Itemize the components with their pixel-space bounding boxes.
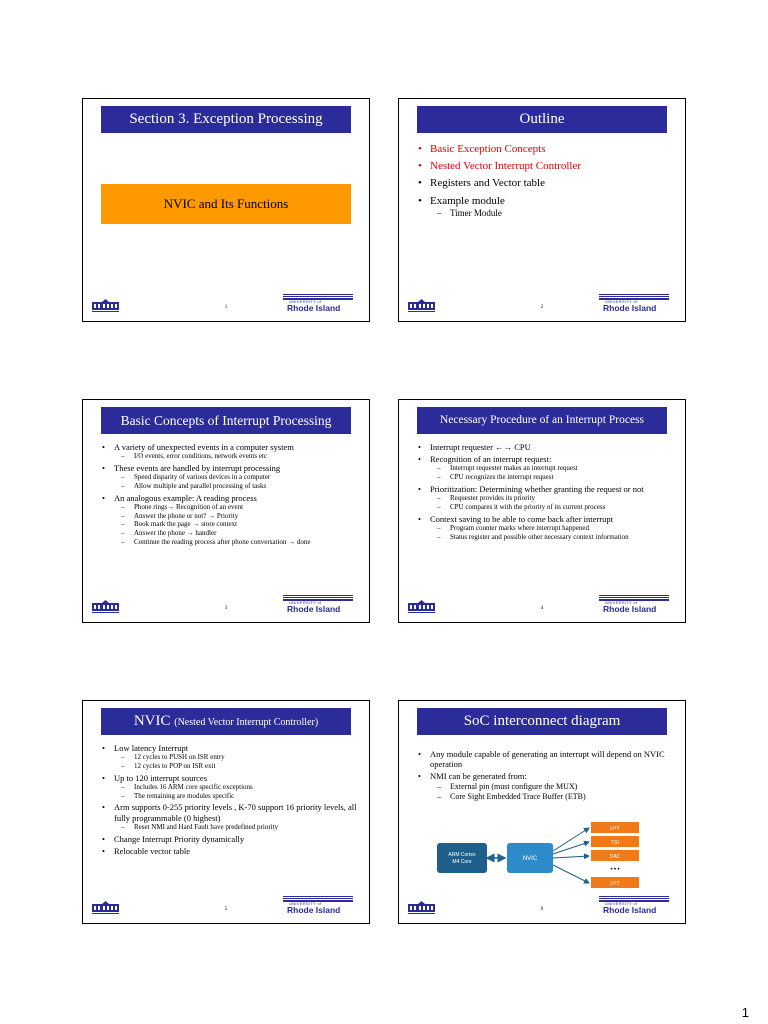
sub-bullet: – Speed disparity of various devices in a computer [121, 473, 359, 482]
slide-title: SoC interconnect diagram [417, 708, 667, 735]
bullet: • Arm supports 0-255 priority levels , K-70 support 16 priority levels, all fully programmable (0 highest) – Reset NMI and Hard Fault have predefined priority [101, 802, 359, 831]
sub-bullet: – The remaining are modules specific [121, 792, 359, 801]
sub-bullet: – Timer Module [437, 208, 675, 219]
uri-logo: UNIVERSITY of Rhode Island [599, 896, 669, 915]
slide-4 [398, 399, 686, 623]
slide-1 [82, 98, 370, 322]
nvic-label: NVIC [522, 856, 538, 862]
sub-bullet: – Requester provides its priority [437, 494, 675, 503]
sub-bullet: – Status register and possible other necessary context information [437, 533, 675, 542]
bullet: • NMI can be generated from: – External pin (must configure the MUX) – Core Sight Embedded Trace Buffer (ETB) [417, 771, 675, 801]
sub-bullet: – Allow multiple and parallel processing of tasks [121, 482, 359, 491]
bullet: • An analogous example: A reading process – Phone rings→ Recognition of an event – Answer the phone or not? → Priority – Book mark the page → store context – Answer the phone → handler – Continue the reading process after phone conversation → done [101, 493, 359, 547]
uri-logo: UNIVERSITY of Rhode Island [599, 294, 669, 313]
slide-number: 4 [540, 606, 544, 611]
sub-bullet: – 12 cycles to POP on ISR exit [121, 762, 359, 771]
bullet: • Prioritization: Determining whether granting the request or not – Requester provides its priority – CPU compares it with the priority of its current process [417, 484, 675, 512]
svg-text:LPT: LPT [610, 881, 620, 887]
sub-bullet: – Interrupt requester makes an interrupt request [437, 464, 675, 473]
slide-subtitle: NVIC and Its Functions [101, 184, 351, 224]
arm-core-box [437, 843, 487, 873]
page-number: 1 [741, 1005, 749, 1020]
bullet: • Up to 120 interrupt sources – Includes 16 ARM core specific exceptions – The remaining are modules specific [101, 773, 359, 801]
svg-text:LPT: LPT [610, 826, 620, 832]
sub-bullet: – Core Sight Embedded Trace Buffer (ETB) [437, 792, 675, 802]
slide-6 [398, 700, 686, 924]
bullet: • Registers and Vector table [417, 177, 675, 190]
sub-bullet: – Continue the reading process after phone conversation → done [121, 538, 359, 547]
slide-number: 5 [224, 907, 228, 912]
bullet: • Context saving to be able to come back after interrupt – Program counter marks where interrupt happened – Status register and possible other necessary context information [417, 514, 675, 542]
slide-title: NVIC (Nested Vector Interrupt Controller) [101, 708, 351, 735]
slide-title: Necessary Procedure of an Interrupt Process [417, 407, 667, 434]
bullet: • Relocable vector table [101, 846, 359, 856]
soc-interconnect-diagram [429, 821, 669, 893]
uri-logo: UNIVERSITY of Rhode Island [283, 595, 353, 614]
bullet: • Interrupt requester ←→ CPU [417, 442, 675, 452]
sub-bullet: – Answer the phone or not? → Priority [121, 512, 359, 521]
bullet: • Example module – Timer Module [417, 195, 675, 219]
bullet: • Basic Exception Concepts [417, 143, 675, 156]
sub-bullet: – Answer the phone → handler [121, 529, 359, 538]
sub-bullet: – I/O events, error conditions, network events etc [121, 452, 359, 461]
svg-text:DAC: DAC [609, 854, 621, 860]
bullet: • Change Interrupt Priority dynamically [101, 834, 359, 844]
slide-number: 2 [540, 305, 544, 310]
uri-logo: UNIVERSITY of Rhode Island [283, 896, 353, 915]
sub-bullet: – Includes 16 ARM core specific exceptions [121, 783, 359, 792]
sub-bullet: – CPU compares it with the priority of its current process [437, 503, 675, 512]
bullet: • A variety of unexpected events in a computer system – I/O events, error conditions, network events etc [101, 442, 359, 461]
slide-number: 6 [540, 907, 544, 912]
bullet: • These events are handled by interrupt processing – Speed disparity of various devices in a computer – Allow multiple and parallel processing of tasks [101, 463, 359, 491]
slide-number: 3 [224, 606, 228, 611]
bullet: • Nested Vector Interrupt Controller [417, 160, 675, 173]
slide-5 [82, 700, 370, 924]
sub-bullet: – CPU recognizes the interrupt request [437, 473, 675, 482]
sub-bullet: – Reset NMI and Hard Fault have predefined priority [121, 823, 359, 832]
uri-logo: UNIVERSITY of Rhode Island [283, 294, 353, 313]
uri-logo: UNIVERSITY of Rhode Island [599, 595, 669, 614]
svg-text:TSI: TSI [611, 840, 619, 846]
svg-text:M4 Core: M4 Core [452, 859, 472, 865]
sub-bullet: – Phone rings→ Recognition of an event [121, 503, 359, 512]
module-connections [553, 828, 589, 883]
slide-title: Outline [417, 106, 667, 133]
sub-bullet: – External pin (must configure the MUX) [437, 782, 675, 792]
bullet: • Recognition of an interrupt request: – Interrupt requester makes an interrupt request – CPU recognizes the interrupt request [417, 454, 675, 482]
bullet: • Any module capable of generating an interrupt will depend on NVIC operation [417, 749, 675, 769]
slide-2 [398, 98, 686, 322]
slide-number: 1 [224, 305, 228, 310]
arm-core-label: ARM Cortex [448, 852, 476, 858]
slide-title: Section 3. Exception Processing [101, 106, 351, 133]
bullet: • Low latency Interrupt – 12 cycles to PUSH on ISR entry – 12 cycles to POP on ISR exit [101, 743, 359, 771]
sub-bullet: – Program counter marks where interrupt happened [437, 524, 675, 533]
module-ellipsis: ••• [609, 866, 621, 873]
slide-title: Basic Concepts of Interrupt Processing [101, 407, 351, 434]
sub-bullet: – 12 cycles to PUSH on ISR entry [121, 753, 359, 762]
sub-bullet: – Book mark the page → store context [121, 520, 359, 529]
slide-3 [82, 399, 370, 623]
